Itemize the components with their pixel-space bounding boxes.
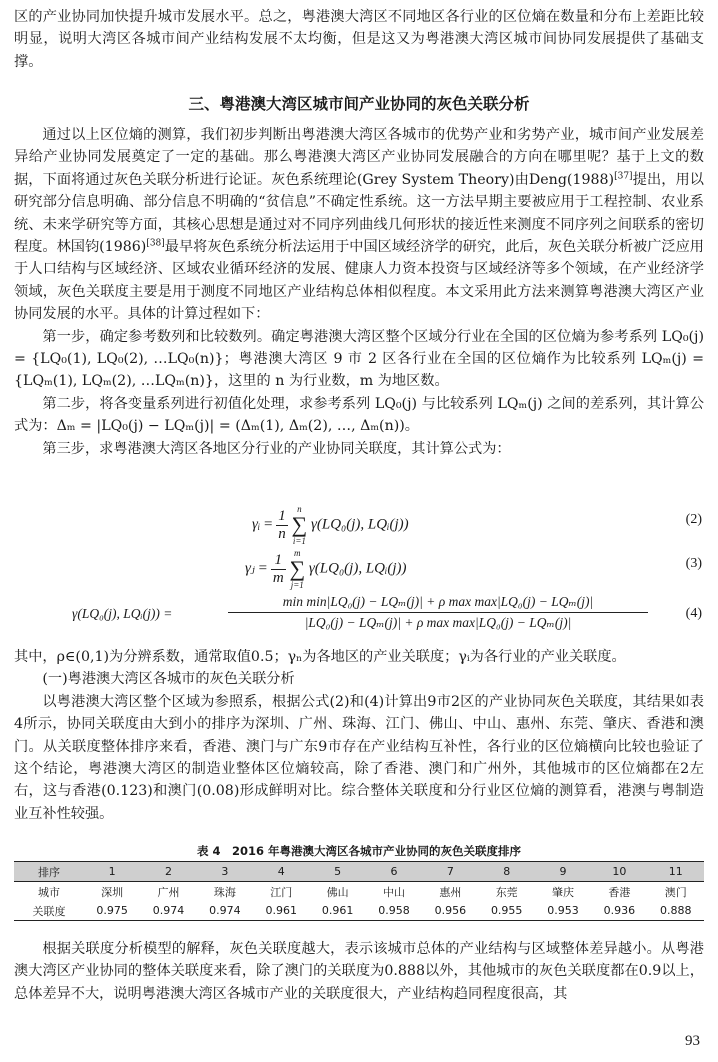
top-paragraph: 区的产业协同加快提升城市发展水平。总之，粤港澳大湾区不同地区各行业的区位熵在数量和分布上差距比较明显，说明大湾区各城市间产业结构发展不太均衡，但是这又为粤港澳大湾区城市间协同发展提供了基础支撑。 [14,9,704,70]
step1-paragraph: 第一步，确定参考数列和比较数列。确定粤港澳大湾区整个区域分行业在全国的区位熵为参考系列 LQ₀(j) = {LQ₀(1), LQ₀(2), …LQ₀(n)}；粤港澳大湾区 9 市 2 区各行业在全国的区位熵作为比较系列 LQₘ(j) = {LQₘ(1), LQₘ(2), …LQₘ(n)}，这里的 n 为行业数，m 为地区数。 [14,328,704,390]
table-row-value: 关联度 0.975 0.974 0.974 0.961 0.961 0.958 0.956 0.955 0.953 0.936 0.888 [14,901,704,921]
subsection-title: (一)粤港澳大湾区各城市的灰色关联分析 [42,671,295,688]
equation-2: γᵢ = $\frac{1}{n}$ n ∑ i=1 γ(LQ₀(j), LQᵢ(j)) (2) [252,504,702,546]
table-4 [14,861,704,921]
body-block-2 [14,646,704,825]
intro-paragraph: 通过以上区位熵的测算，我们初步判断出粤港澳大湾区各城市的优势产业和劣势产业，城市间产业发展差异给产业协同发展奠定了一定的基础。那么粤港澳大湾区产业协同发展融合的方向在哪里呢？基于上文的数据，下面将通过灰色关联分析进行论证。灰色系统理论(Grey System Theory)由Deng(1988)[37]提出，用以研究部分信息明确、部分信息不明确的“贫信息”不确定性系统。这一方法早期主要被应用于工程控制、农业系统、未来学研究等方面，其核心思想是通过对不同序列曲线几何形状的接近性来测度不同序列之间联系的密切程度。林国钧(1986)[38]最早将灰色系统分析法运用于中国区域经济学的研究，此后，灰色关联分析被广泛应用于人口结构与区域经济、区域农业循环经济的发展、健康人力资本投资与区域经济等多个领域，在产业经济学领域，灰色关联度主要是用于测度不同地区产业结构总体相似程度。本文采用此方法来测算粤港澳大湾区产业协同发展的水平。具体的计算过程如下： [14,127,704,323]
summation-icon: n ∑ i=1 [291,504,308,546]
step3-paragraph: 第三步，求粤港澳大湾区各地区分行业的产业协同关联度，其计算公式为： [42,440,511,457]
table-caption: 表 4 2016 年粤港澳大湾区各城市产业协同的灰色关联度排序 [196,844,521,858]
table-row-city: 城市 深圳 广州 珠海 江门 佛山 中山 惠州 东莞 肇庆 香港 澳门 [38,885,687,899]
body-block-1 [14,124,704,460]
citation-38[interactable]: [38] [146,238,165,249]
results-paragraph: 以粤港澳大湾区整个区域为参照系，根据公式(2)和(4)计算出9市2区的产业协同灰色关联度，其结果如表4所示，协同关联度由大到小的排序为深圳、广州、珠海、江门、佛山、中山、惠州、东莞、肇庆、香港和澳门。从关联度整体排序来看，香港、澳门与广东9市存在产业结构互补性，各行业的区位熵横向比较也验证了这个结论，粤港澳大湾区的制造业整体区位熵较高，除了香港、澳门和广州外，其他城市的区位熵都在2左右，这与香港(0.123)和澳门(0.08)形成鲜明对比。综合整体关联度和分行业区位熵的测算看，港澳与粤制造业互补性较强。 [14,693,704,822]
eq4-denominator: |LQ₀(j) − LQₘ(j)| + ρ max max|LQ₀(j) − LQₘ(j)| [304,615,572,630]
final-paragraph: 根据关联度分析模型的解释，灰色关联度越大，表示该城市总体的产业结构与区域整体差异越小。从粤港澳大湾区产业协同的整体关联度来看，除了澳门的关联度为0.888以外，其他城市的灰色关联度都在0.9以上，总体差异不大，说明粤港澳大湾区各城市产业的关联度很大，产业结构趋同程度很高，其 [14,941,704,1002]
equation-3: γⱼ = $\frac{1}{m}$ m ∑ j=1 γ(LQ₀(j), LQᵢ(j)) (3) [245,548,702,590]
citation-37[interactable]: [37] [614,171,633,182]
summation-icon: m ∑ j=1 [289,548,306,590]
eq4-numerator: min min|LQ₀(j) − LQₘ(j)| + ρ max max|LQ₀(j) − LQₘ(j)| [282,594,594,609]
table-row-rank: 排序 1 2 3 4 5 6 7 8 9 10 11 [14,862,704,882]
body-block-3 [14,938,704,1005]
eq-explanation: 其中，ρ∈(0,1)为分辨系数，通常取值0.5；γₙ为各地区的产业关联度；γᵢ为各行业的产业关联度。 [14,649,626,665]
section-title: 三、粤港澳大湾区城市间产业协同的灰色关联分析 [188,95,530,113]
step2-paragraph: 第二步，将各变量系列进行初值化处理，求参考系列 LQ₀(j) 与比较系列 LQₘ(j) 之间的差系列，其计算公式为：Δₘ = |LQ₀(j) − LQₘ(j)| = (Δₘ(1), Δₘ(2), …, Δₘ(n))。 [14,395,704,435]
equation-4: γ(LQ₀(j), LQᵢ(j)) = min min|LQ₀(j) − LQₘ(j)| + ρ max max|LQ₀(j) − LQₘ(j)| |LQ₀(j) − LQₘ(j)| + ρ max max|LQ₀(j) − LQₘ(j)| (4) [72,594,702,630]
page-number: 93 [685,1033,700,1049]
